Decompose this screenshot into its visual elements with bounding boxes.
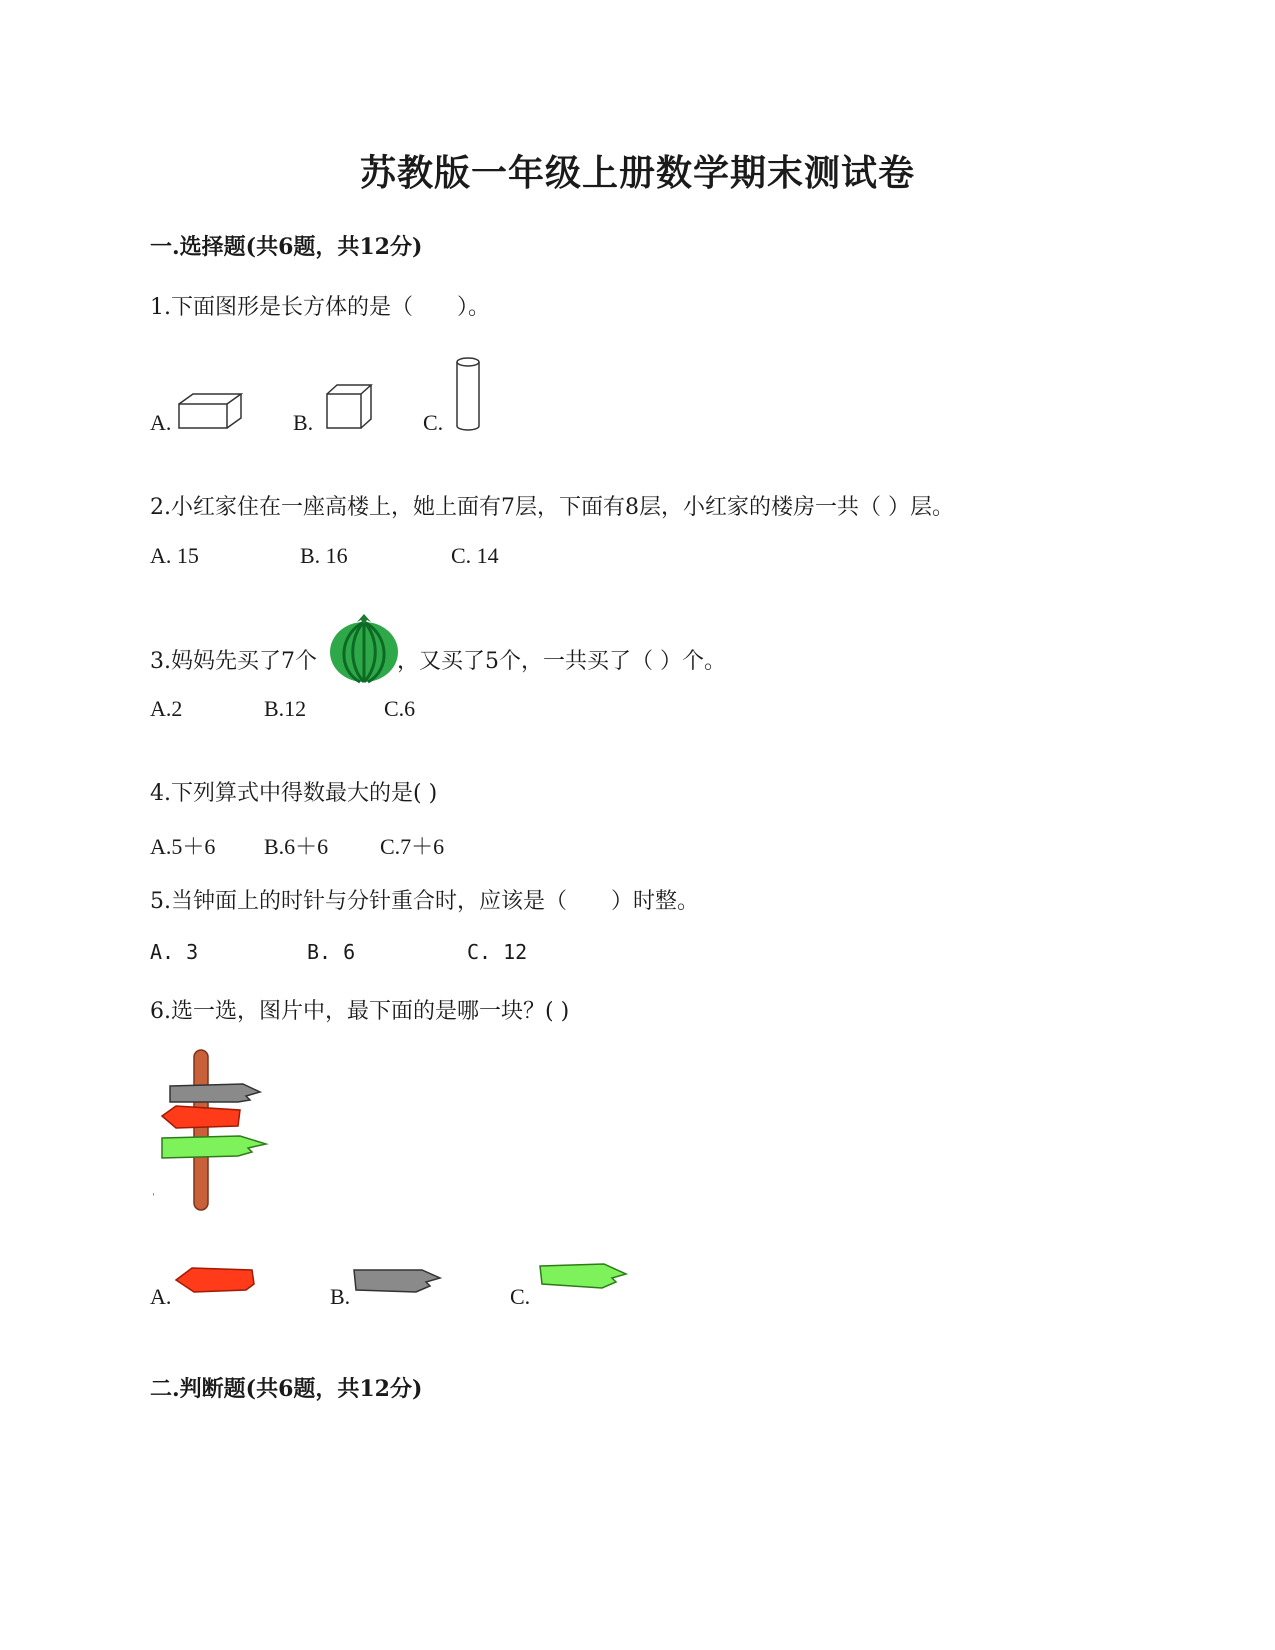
section-heading-judgement: 二.判断题(共6题，共12分) xyxy=(150,1376,423,1402)
green-sign-icon xyxy=(538,1260,630,1296)
cuboid-icon xyxy=(176,392,246,432)
q5-option-b: B. 6 xyxy=(307,940,356,964)
q2-option-b: B. 16 xyxy=(300,543,348,568)
question-4-text: 4.下列算式中得数最大的是( ) xyxy=(150,781,438,806)
q3-option-b: B.12 xyxy=(264,696,307,721)
q4-option-b: B.6＋6 xyxy=(264,834,329,859)
question-5-text: 5.当钟面上的时针与分针重合时，应该是（ ）时整。 xyxy=(150,889,699,914)
q1-option-c-label: C. xyxy=(423,410,444,435)
section-heading-choice: 一.选择题(共6题，共12分) xyxy=(150,234,423,260)
question-6-text: 6.选一选，图片中，最下面的是哪一块？( ) xyxy=(150,999,570,1024)
cylinder-icon xyxy=(454,356,482,434)
q5-option-c: C. 12 xyxy=(467,940,528,964)
question-2-text: 2.小红家住在一座高楼上，她上面有7层，下面有8层，小红家的楼房一共（ ）层。 xyxy=(150,495,954,520)
q2-option-c: C. 14 xyxy=(451,543,499,568)
q1-option-b-label: B. xyxy=(293,410,314,435)
q3-text-before: 3.妈妈先买了7个 xyxy=(150,649,317,674)
question-1-text: 1.下面图形是长方体的是（ ）。 xyxy=(150,295,490,320)
q4-option-a: A.5＋6 xyxy=(150,834,216,859)
question-3-text xyxy=(150,644,726,675)
page-title: 苏教版一年级上册数学期末测试卷 xyxy=(359,152,915,194)
watermelon-icon xyxy=(327,612,401,684)
q1-option-a-label: A. xyxy=(150,410,172,435)
svg-text:': ' xyxy=(152,1192,155,1203)
cube-icon xyxy=(324,383,374,433)
red-sign-icon xyxy=(174,1262,264,1302)
q2-option-a: A. 15 xyxy=(150,543,199,568)
q3-text-after: ，又买了5个，一共买了（ ）个。 xyxy=(397,649,726,674)
q6-option-a-label: A. xyxy=(150,1284,172,1309)
q3-option-c: C.6 xyxy=(384,696,416,721)
signpost-illustration xyxy=(152,1048,278,1218)
q4-option-c: C.7＋6 xyxy=(380,834,445,859)
q6-option-c-label: C. xyxy=(510,1284,531,1309)
q6-option-b-label: B. xyxy=(330,1284,351,1309)
gray-sign-icon xyxy=(352,1264,444,1300)
q5-option-a: A. 3 xyxy=(150,940,199,964)
q3-option-a: A.2 xyxy=(150,696,183,721)
